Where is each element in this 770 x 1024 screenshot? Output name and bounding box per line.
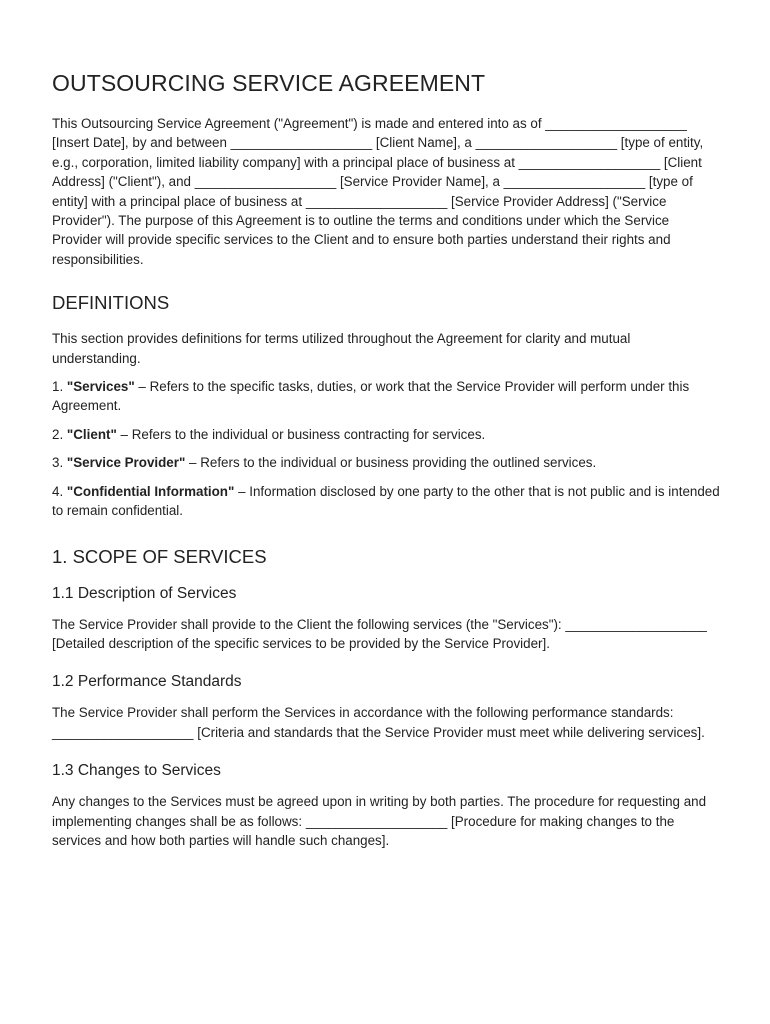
subsection-text-1-3: Any changes to the Services must be agreed upon in writing by both parties. The procedure for requesting and implementing changes shall be as follows: ___________________ [Procedure for making changes to the services and how both parties will handle such changes].: [52, 794, 707, 848]
definition-item: [52, 453, 720, 472]
definition-term: "Services": [66, 379, 135, 395]
definition-term: "Confidential Information": [66, 483, 235, 499]
definition-item: [52, 377, 720, 416]
definition-number: 1.: [52, 379, 64, 395]
document-page: [52, 68, 720, 868]
definition-term: "Service Provider": [66, 455, 186, 471]
definition-item: [52, 425, 720, 444]
subsection-text-1-2: The Service Provider shall perform the Services in accordance with the following performance standards: ___________________ [Criteria and standards that the Service Provider must meet while delivering services].: [52, 705, 705, 740]
subsection-heading-1-1: 1.1 Description of Services: [52, 584, 237, 602]
definition-text: – Refers to the individual or business providing the outlined services.: [185, 455, 597, 471]
definition-number: 3.: [52, 455, 64, 471]
definition-text: – Information disclosed by one party to the other that is not public and is intended to remain confidential.: [52, 483, 720, 519]
definition-item: [52, 482, 720, 521]
subsection-text-1-1: The Service Provider shall provide to the Client the following services (the "Services"): ___________________ [Detailed description of the specific services to be provided by the Service Provider].: [52, 616, 707, 651]
definitions-intro: This section provides definitions for terms utilized throughout the Agreement for clarity and mutual understanding.: [52, 331, 631, 366]
definitions-heading: DEFINITIONS: [52, 292, 170, 314]
definition-text: – Refers to the specific tasks, duties, or work that the Service Provider will perform under this Agreement.: [52, 379, 690, 414]
definition-number: 2.: [52, 426, 64, 442]
subsection-heading-1-3: 1.3 Changes to Services: [52, 762, 221, 780]
section-spacer: [52, 530, 720, 545]
document-title: OUTSOURCING SERVICE AGREEMENT: [52, 70, 486, 96]
definitions-section: [52, 291, 720, 520]
scope-section: [52, 545, 720, 851]
subsection-heading-1-2: 1.2 Performance Standards: [52, 673, 242, 691]
intro-paragraph: This Outsourcing Service Agreement ("Agreement") is made and entered into as of ___________________ [Insert Date], by and between ___________________ [Client Name], a ___________________ [type of entity, e.g., corporation, limited liability company] with a principal place of business at ___________________ [Client Address] ("Client"), and ___________________ [Service Provider Name], a ___________________ [type of entity] with a principal place of business at ___________________ [Service Provider Address] ("Service Provider"). The purpose of this Agreement is to outline the terms and conditions under which the Service Provider will provide specific services to the Client and to ensure both parties understand their rights and responsibilities.: [52, 116, 704, 267]
definition-number: 4.: [52, 483, 64, 499]
definition-term: "Client": [66, 426, 117, 442]
definition-text: – Refers to the individual or business contracting for services.: [116, 426, 486, 442]
scope-heading: 1. SCOPE OF SERVICES: [52, 545, 267, 567]
